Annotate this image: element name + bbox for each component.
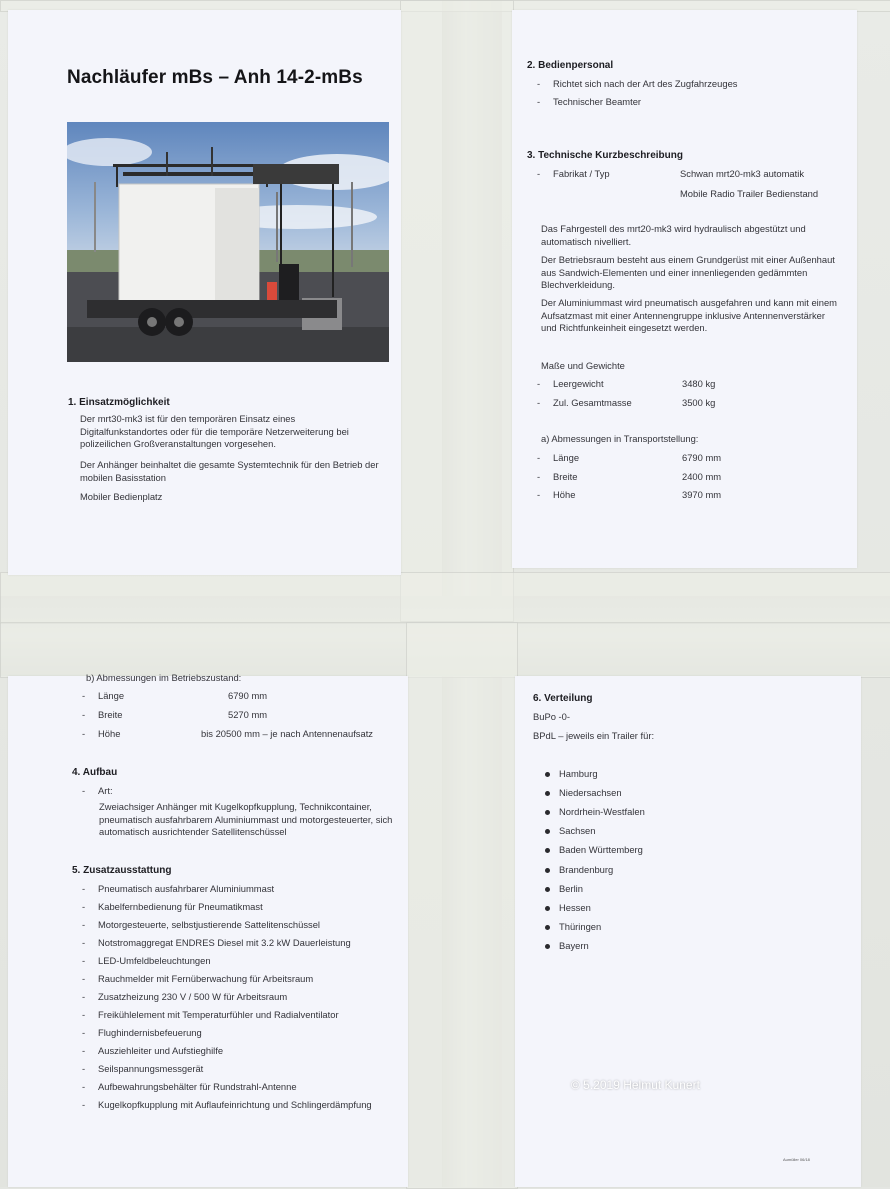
weight-value: 3480 kg <box>682 378 716 389</box>
equipment-item: - Notstromaggregat ENDRES Diesel mit 3.2 kW Dauerleistung <box>82 937 351 948</box>
bullet-icon <box>545 925 550 930</box>
equipment-item: - Seilspannungsmessgerät <box>82 1063 204 1074</box>
transport-value: 2400 mm <box>682 471 722 482</box>
sheet-bottom-left <box>8 676 408 1187</box>
section-6-heading: 6. Verteilung <box>533 693 593 704</box>
transport-heading: a) Abmessungen in Transportstellung: <box>541 433 699 444</box>
betrieb-value: 5270 mm <box>228 709 268 720</box>
state-item: Nordrhein-Westfalen <box>545 806 645 817</box>
bullet-icon <box>545 887 550 892</box>
equipment-item: - Kabelfernbedienung für Pneumatikmast <box>82 901 263 912</box>
equipment-item: - Freikühlelement mit Temperaturfühler und Radialventilator <box>82 1009 339 1020</box>
bullet-icon <box>545 829 550 834</box>
fabrikat-value: Mobile Radio Trailer Bedienstand <box>680 188 819 199</box>
fabrikat-value: Schwan mrt20-mk3 automatik <box>680 168 805 179</box>
list-item: - Technischer Beamter <box>537 96 642 107</box>
bullet-icon <box>545 772 550 777</box>
equipment-item: - Kugelkopfkupplung mit Auflaufeinrichtung und Schlingerdämpfung <box>82 1099 372 1110</box>
bullet-icon <box>545 944 550 949</box>
equipment-item: - LED-Umfeldbeleuchtungen <box>82 955 211 966</box>
transport-row: - Länge <box>537 452 580 463</box>
betrieb-row: - Länge <box>82 690 125 701</box>
bullet-icon <box>545 906 550 911</box>
section-2-heading: 2. Bedienpersonal <box>527 60 614 71</box>
fabrikat-label: - Fabrikat / Typ <box>537 168 610 179</box>
bupo-line: BuPo -0- <box>533 711 570 722</box>
masse-heading: Maße und Gewichte <box>541 360 625 371</box>
section-1-paragraph: Der mrt30-mk3 ist für den temporären Einsatz eines Digitalfunkstandortes oder für die temporäre Netzerweiterung bei polizeilichen Großveranstaltungen vorgesehen. <box>80 413 349 450</box>
trailer-photo-image <box>67 122 389 362</box>
copyright-watermark: © 5.2019 Helmut Kunert <box>571 1078 700 1092</box>
betrieb-row: - Breite <box>82 709 123 720</box>
transport-row: - Höhe <box>537 489 576 500</box>
equipment-item: - Ausziehleiter und Aufstieghilfe <box>82 1045 224 1056</box>
transport-row: - Breite <box>537 471 578 482</box>
bullet-icon <box>545 810 550 815</box>
art-label: - Art: <box>82 785 113 796</box>
betrieb-value: bis 20500 mm – je nach Antennenaufsatz <box>201 728 373 739</box>
section-1-paragraph: Mobiler Bedienplatz <box>80 491 163 502</box>
description-paragraph: Der Betriebsraum besteht aus einem Grundgerüst mit einer Außenhaut aus Sandwich-Elementen und einer innenliegenden gedämmten Blechverkleidung. <box>541 254 835 291</box>
betrieb-value: 6790 mm <box>228 690 268 701</box>
betrieb-heading: b) Abmessungen im Betriebszustand: <box>86 672 242 683</box>
tape-strip <box>400 0 514 622</box>
tape-strip <box>406 622 518 1189</box>
state-item: Baden Württemberg <box>545 844 643 855</box>
section-1-paragraph: Der Anhänger beinhaltet die gesamte Systemtechnik für den Betrieb der mobilen Basisstation <box>80 459 379 483</box>
equipment-item: - Aufbewahrungsbehälter für Rundstrahl-Antenne <box>82 1081 297 1092</box>
bullet-icon <box>545 791 550 796</box>
weight-value: 3500 kg <box>682 397 716 408</box>
state-item: Hessen <box>545 902 591 913</box>
weight-row: - Leergewicht <box>537 378 604 389</box>
state-item: Thüringen <box>545 921 601 932</box>
state-item: Brandenburg <box>545 864 613 875</box>
weight-row: - Zul. Gesamtmasse <box>537 397 632 408</box>
description-paragraph: Das Fahrgestell des mrt20-mk3 wird hydraulisch abgestützt und automatisch nivelliert. <box>541 223 806 247</box>
betrieb-row: - Höhe <box>82 728 121 739</box>
state-item: Bayern <box>545 940 589 951</box>
section-4-heading: 4. Aufbau <box>72 767 118 778</box>
footer-note: Aumüller 06/18 <box>783 1157 810 1162</box>
equipment-item: - Pneumatisch ausfahrbarer Aluminiummast <box>82 883 275 894</box>
state-item: Niedersachsen <box>545 787 622 798</box>
art-text: Zweiachsiger Anhänger mit Kugelkopfkupplung, Technikcontainer, pneumatisch ausfahrbarem Aluminiummast und motorgesteuerter, sich automatisch ausrichtender Satellitenschüssel <box>99 801 393 838</box>
bpdl-line: BPdL – jeweils ein Trailer für: <box>533 730 655 741</box>
equipment-item: - Flughindernisbefeuerung <box>82 1027 202 1038</box>
transport-value: 3970 mm <box>682 489 722 500</box>
description-paragraph: Der Aluminiummast wird pneumatisch ausgefahren und kann mit einem Aufsatzmast mit einer Antennengruppe inklusive Antennenverstärker und Richtfunkeinheit eingesetzt werden. <box>541 297 837 334</box>
trailer-photo <box>67 122 389 362</box>
state-item: Hamburg <box>545 768 598 779</box>
state-item: Sachsen <box>545 825 595 836</box>
section-3-heading: 3. Technische Kurzbeschreibung <box>527 150 683 161</box>
tape-strip <box>0 572 890 624</box>
equipment-item: - Zusatzheizung 230 V / 500 W für Arbeitsraum <box>82 991 288 1002</box>
state-item: Berlin <box>545 883 583 894</box>
equipment-item: - Motorgesteuerte, selbstjustierende Sattelitenschüssel <box>82 919 320 930</box>
bullet-icon <box>545 848 550 853</box>
bullet-icon <box>545 868 550 873</box>
section-5-heading: 5. Zusatzausstattung <box>72 865 172 876</box>
list-item: - Richtet sich nach der Art des Zugfahrzeuges <box>537 78 738 89</box>
document-title: Nachläufer mBs – Anh 14-2-mBs <box>67 67 363 88</box>
equipment-item: - Rauchmelder mit Fernüberwachung für Arbeitsraum <box>82 973 314 984</box>
section-1-heading: 1. Einsatzmöglichkeit <box>68 397 170 408</box>
transport-value: 6790 mm <box>682 452 722 463</box>
